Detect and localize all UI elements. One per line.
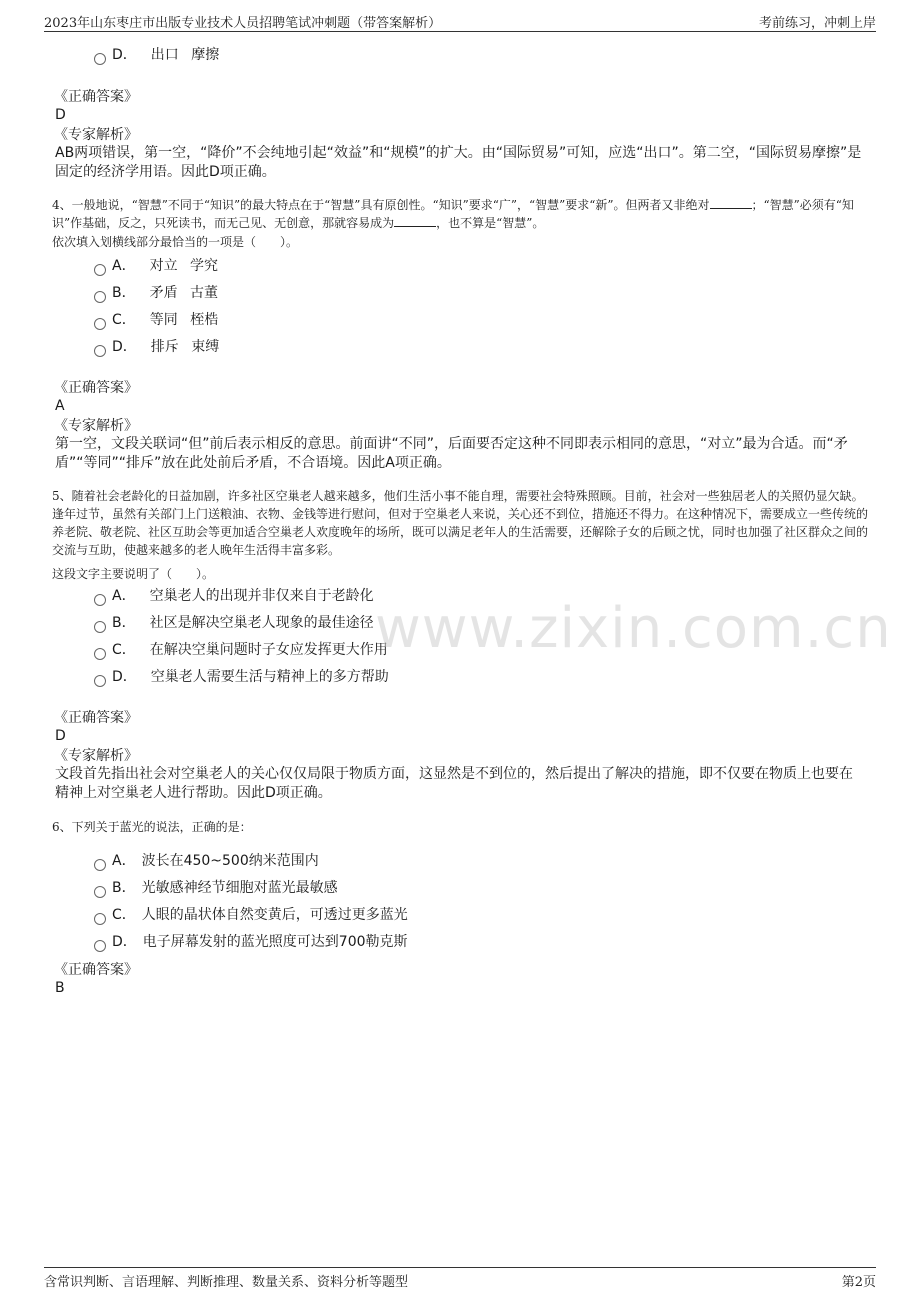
q5-analysis: 文段首先指出社会对空巢老人的关心仅仅局限于物质方面，这显然是不到位的，然后提出了解决的措施，即不仅要在物质上也要在精神上对空巢老人进行帮助。因此D项正确。 xyxy=(55,766,853,801)
radio-icon[interactable] xyxy=(94,648,106,660)
analysis-label: 《专家解析》 xyxy=(54,748,138,764)
q5-prompt: 这段文字主要说明了（ ）。 xyxy=(52,567,215,581)
radio-icon[interactable] xyxy=(94,318,106,330)
radio-icon[interactable] xyxy=(94,53,106,65)
radio-icon[interactable] xyxy=(94,859,106,871)
header-divider xyxy=(44,31,876,32)
radio-icon[interactable] xyxy=(94,913,106,925)
q4-analysis: 第一空，文段关联词“但”前后表示相反的意思。前面讲“不同”，后面要否定这种不同即表示相同的意思，“对立”最为合适。而“矛盾”“等同”“排斥”放在此处前后矛盾，不合语境。因此A项正确。 xyxy=(55,436,848,471)
radio-icon[interactable] xyxy=(94,675,106,687)
page-number: 第2页 xyxy=(841,1275,876,1290)
q4-option-b[interactable]: B． 矛盾 古董 xyxy=(94,283,218,303)
analysis-label: 《专家解析》 xyxy=(54,127,138,143)
q4-option-c[interactable]: C． 等同 桎梏 xyxy=(94,310,218,330)
page-header xyxy=(44,12,876,32)
page-footer xyxy=(44,1271,876,1291)
q6-option-b[interactable]: B． 光敏感神经节细胞对蓝光最敏感 xyxy=(94,878,338,898)
radio-icon[interactable] xyxy=(94,345,106,357)
radio-icon[interactable] xyxy=(94,886,106,898)
q5-option-a[interactable]: A． 空巢老人的出现并非仅来自于老龄化 xyxy=(94,586,374,606)
radio-icon[interactable] xyxy=(94,621,106,633)
q5-stem: 5、随着社会老龄化的日益加剧，许多社区空巢老人越来越多，他们生活小事不能自理，需要社会特殊照顾。目前，社会对一些独居老人的关照仍显欠缺。逢年过节，虽然有关部门上门送粮油、衣物、金钱等进行慰问，但对于空巢老人来说，关心还不到位，措施还不得力。在这种情况下，需要成立一些传统的养老院、敬老院、社区互助会等更加适合空巢老人欢度晚年的场所，既可以满足老年人的生活需要，还解除子女的后顾之忧，同时也加强了社区群众之间的交流与互助，使越来越多的老人晚年生活得丰富多彩。 xyxy=(52,489,869,557)
q4-option-d[interactable]: D． 排斥 束缚 xyxy=(94,337,219,357)
footer-categories: 含常识判断、言语理解、判断推理、数量关系、资料分析等题型 xyxy=(44,1275,409,1290)
watermark: www.zixin.com.cn xyxy=(375,596,892,661)
q6-option-a[interactable]: A． 波长在450~500纳米范围内 xyxy=(94,851,319,871)
q4-stem: 4、一般地说，“智慧”不同于“知识”的最大特点在于“智慧”具有原创性。“知识”要求“广”，“智慧”要求“新”。但两者又非绝对 ；“智慧”必须有“知识”作基础，反之，只死读书，而无己见、无创意，那就容易成为 ，也不算是“智慧”。 xyxy=(52,198,854,230)
document-title: 2023年山东枣庄市出版专业技术人员招聘笔试冲刺题（带答案解析） xyxy=(44,16,442,31)
q5-option-d[interactable]: D． 空巢老人需要生活与精神上的多方帮助 xyxy=(94,667,389,687)
q4-prompt: 依次填入划横线部分最恰当的一项是（ ）。 xyxy=(52,235,299,249)
q5-option-c[interactable]: C． 在解决空巢问题时子女应发挥更大作用 xyxy=(94,640,388,660)
header-slogan: 考前练习，冲刺上岸 xyxy=(758,16,876,31)
analysis-label: 《专家解析》 xyxy=(54,418,138,434)
radio-icon[interactable] xyxy=(94,940,106,952)
q3-answer: D xyxy=(55,107,66,123)
q3-analysis: AB两项错误，第一空，“降价”不会纯地引起“效益”和“规模”的扩大。由“国际贸易”可知，应选“出口”。第二空，“国际贸易摩擦”是固定的经济学用语。因此D项正确。 xyxy=(55,145,862,180)
blank-line xyxy=(394,214,436,227)
q6-stem: 6、下列关于蓝光的说法，正确的是： xyxy=(52,820,252,834)
q5-answer: D xyxy=(55,728,66,744)
q4-option-a[interactable]: A． 对立 学究 xyxy=(94,256,218,276)
radio-icon[interactable] xyxy=(94,291,106,303)
answer-label: 《正确答案》 xyxy=(54,962,138,978)
answer-label: 《正确答案》 xyxy=(54,380,138,396)
radio-icon[interactable] xyxy=(94,594,106,606)
q6-answer: B xyxy=(55,980,65,996)
q3-option-d[interactable]: D． 出口 摩擦 xyxy=(94,45,219,65)
answer-label: 《正确答案》 xyxy=(54,89,138,105)
q4-answer: A xyxy=(55,398,65,414)
q6-option-c[interactable]: C． 人眼的晶状体自然变黄后，可透过更多蓝光 xyxy=(94,905,408,925)
q5-option-b[interactable]: B． 社区是解决空巢老人现象的最佳途径 xyxy=(94,613,374,633)
radio-icon[interactable] xyxy=(94,264,106,276)
q6-option-d[interactable]: D． 电子屏幕发射的蓝光照度可达到700勒克斯 xyxy=(94,932,408,952)
blank-line xyxy=(710,196,752,209)
footer-divider xyxy=(44,1267,876,1268)
answer-label: 《正确答案》 xyxy=(54,710,138,726)
